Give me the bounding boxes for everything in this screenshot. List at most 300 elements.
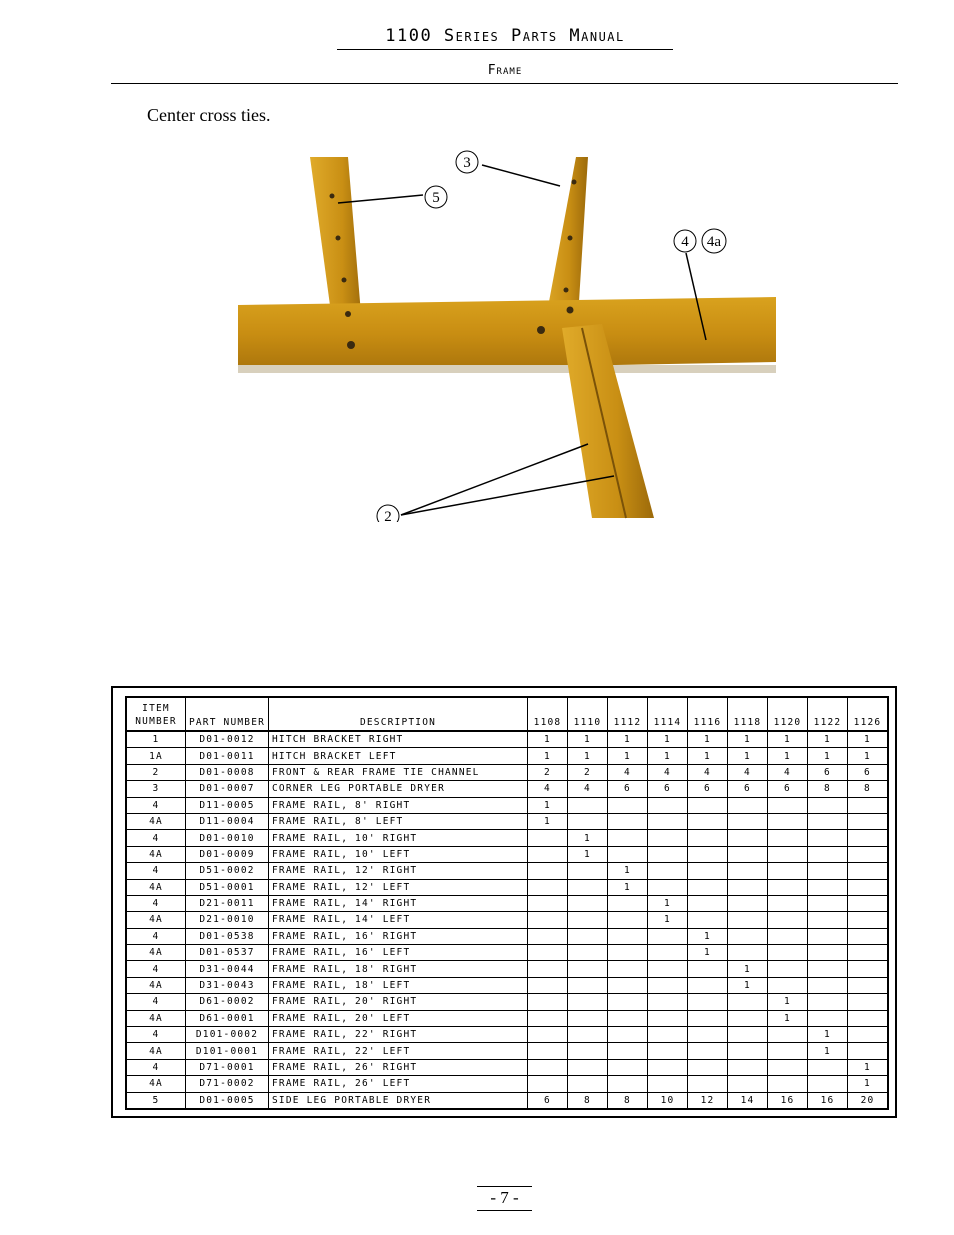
col-model: 1112 <box>608 697 648 731</box>
cell-quantity <box>848 928 889 944</box>
cell-description: FRAME RAIL, 18' LEFT <box>269 977 528 993</box>
cell-item-number: 4 <box>126 994 186 1010</box>
cell-quantity: 4 <box>528 781 568 797</box>
cell-quantity <box>688 797 728 813</box>
cell-item-number: 4A <box>126 977 186 993</box>
svg-text:5: 5 <box>432 190 440 206</box>
cell-quantity <box>688 1059 728 1075</box>
cell-quantity <box>688 961 728 977</box>
cell-quantity <box>608 912 648 928</box>
cell-item-number: 4A <box>126 912 186 928</box>
cell-item-number: 4 <box>126 863 186 879</box>
cell-quantity: 6 <box>768 781 808 797</box>
cell-quantity <box>728 912 768 928</box>
cell-quantity <box>728 1076 768 1092</box>
cell-quantity: 1 <box>568 830 608 846</box>
col-description: DESCRIPTION <box>269 697 528 731</box>
cell-quantity <box>848 1027 889 1043</box>
cell-quantity <box>528 846 568 862</box>
table-row <box>126 797 888 813</box>
cell-quantity <box>848 846 889 862</box>
cell-quantity <box>568 1010 608 1026</box>
cell-quantity <box>688 1076 728 1092</box>
cell-description: FRAME RAIL, 26' RIGHT <box>269 1059 528 1075</box>
cell-quantity <box>608 1059 648 1075</box>
cell-quantity: 1 <box>608 748 648 764</box>
cell-quantity: 1 <box>808 1027 848 1043</box>
cell-part-number: D01-0012 <box>186 731 269 748</box>
cell-quantity: 1 <box>848 731 889 748</box>
table-row <box>126 912 888 928</box>
cell-quantity <box>808 1076 848 1092</box>
cell-quantity: 1 <box>768 731 808 748</box>
cell-quantity <box>648 961 688 977</box>
cell-quantity: 1 <box>568 731 608 748</box>
callout-2 <box>377 505 399 522</box>
cell-item-number: 4A <box>126 879 186 895</box>
cell-quantity <box>768 1059 808 1075</box>
cell-part-number: D71-0001 <box>186 1059 269 1075</box>
cell-quantity <box>848 830 889 846</box>
table-row <box>126 879 888 895</box>
cell-description: FRAME RAIL, 16' RIGHT <box>269 928 528 944</box>
cell-quantity <box>608 1076 648 1092</box>
cell-description: CORNER LEG PORTABLE DRYER <box>269 781 528 797</box>
cell-part-number: D21-0010 <box>186 912 269 928</box>
cell-quantity <box>568 1043 608 1059</box>
cell-quantity <box>808 977 848 993</box>
cell-description: FRONT & REAR FRAME TIE CHANNEL <box>269 764 528 780</box>
manual-title: 1100 Series Parts Manual <box>337 26 673 50</box>
col-model: 1126 <box>848 697 889 731</box>
cell-quantity: 20 <box>848 1092 889 1109</box>
table-row <box>126 928 888 944</box>
cell-quantity <box>608 830 648 846</box>
table-row <box>126 1010 888 1026</box>
cell-quantity: 1 <box>528 797 568 813</box>
cell-quantity <box>528 1027 568 1043</box>
cell-quantity <box>568 961 608 977</box>
cell-quantity: 6 <box>808 764 848 780</box>
cell-quantity: 1 <box>848 1076 889 1092</box>
cell-quantity <box>568 879 608 895</box>
cell-quantity: 2 <box>528 764 568 780</box>
cell-quantity <box>728 994 768 1010</box>
cell-item-number: 4 <box>126 797 186 813</box>
cell-quantity: 10 <box>648 1092 688 1109</box>
cell-quantity <box>568 797 608 813</box>
cell-quantity <box>728 863 768 879</box>
svg-text:2: 2 <box>384 509 392 522</box>
cell-part-number: D01-0538 <box>186 928 269 944</box>
svg-text:4: 4 <box>681 234 689 250</box>
cell-part-number: D71-0002 <box>186 1076 269 1092</box>
cell-item-number: 4A <box>126 1043 186 1059</box>
cell-quantity <box>848 912 889 928</box>
cell-description: FRAME RAIL, 14' LEFT <box>269 912 528 928</box>
cell-quantity <box>688 879 728 895</box>
cell-part-number: D61-0001 <box>186 1010 269 1026</box>
cell-quantity <box>768 895 808 911</box>
cell-quantity <box>648 928 688 944</box>
cell-quantity: 1 <box>688 945 728 961</box>
parts-table-frame <box>111 686 897 1118</box>
cell-quantity <box>528 977 568 993</box>
cell-quantity: 1 <box>648 748 688 764</box>
cell-quantity: 4 <box>568 781 608 797</box>
cell-quantity <box>768 977 808 993</box>
cell-quantity <box>768 912 808 928</box>
cell-quantity <box>728 813 768 829</box>
cell-quantity <box>768 1027 808 1043</box>
cell-quantity: 1 <box>648 912 688 928</box>
cell-description: FRAME RAIL, 18' RIGHT <box>269 961 528 977</box>
cell-part-number: D01-0007 <box>186 781 269 797</box>
cell-description: HITCH BRACKET RIGHT <box>269 731 528 748</box>
callout-5 <box>425 186 447 208</box>
cell-quantity: 1 <box>848 748 889 764</box>
cell-quantity <box>648 1059 688 1075</box>
cell-quantity: 1 <box>608 879 648 895</box>
cell-part-number: D11-0005 <box>186 797 269 813</box>
cell-quantity <box>648 830 688 846</box>
table-row <box>126 863 888 879</box>
cell-item-number: 4A <box>126 813 186 829</box>
cell-quantity <box>528 961 568 977</box>
table-row <box>126 731 888 748</box>
cell-quantity: 4 <box>648 764 688 780</box>
table-row <box>126 748 888 764</box>
cell-description: FRAME RAIL, 22' LEFT <box>269 1043 528 1059</box>
table-row <box>126 830 888 846</box>
cell-quantity: 8 <box>808 781 848 797</box>
cell-quantity: 1 <box>648 731 688 748</box>
cell-quantity: 1 <box>688 748 728 764</box>
cell-quantity <box>608 813 648 829</box>
cell-quantity: 1 <box>808 748 848 764</box>
cell-quantity <box>808 846 848 862</box>
cell-description: FRAME RAIL, 8' LEFT <box>269 813 528 829</box>
cell-quantity <box>728 846 768 862</box>
col-model: 1114 <box>648 697 688 731</box>
cell-description: FRAME RAIL, 20' LEFT <box>269 1010 528 1026</box>
cell-quantity: 4 <box>728 764 768 780</box>
table-row <box>126 1043 888 1059</box>
cell-quantity <box>848 961 889 977</box>
callout-3 <box>456 151 478 173</box>
parts-table <box>125 696 889 1110</box>
cell-quantity <box>608 1027 648 1043</box>
table-row <box>126 1092 888 1109</box>
cell-quantity <box>688 846 728 862</box>
cell-quantity <box>648 977 688 993</box>
cell-quantity: 1 <box>568 748 608 764</box>
cell-quantity: 4 <box>688 764 728 780</box>
cell-quantity <box>528 830 568 846</box>
cell-quantity: 1 <box>528 813 568 829</box>
cell-quantity <box>728 797 768 813</box>
cell-quantity: 1 <box>528 748 568 764</box>
callout-4a <box>702 229 726 253</box>
table-row <box>126 1059 888 1075</box>
cell-quantity <box>768 797 808 813</box>
cell-quantity: 1 <box>528 731 568 748</box>
cell-item-number: 4 <box>126 830 186 846</box>
table-row <box>126 781 888 797</box>
cell-quantity: 1 <box>688 928 728 944</box>
cell-quantity: 6 <box>728 781 768 797</box>
cell-description: FRAME RAIL, 10' RIGHT <box>269 830 528 846</box>
cell-quantity: 8 <box>568 1092 608 1109</box>
cell-quantity <box>528 1010 568 1026</box>
cell-item-number: 4A <box>126 945 186 961</box>
cell-quantity: 1 <box>728 977 768 993</box>
cell-quantity: 1 <box>808 731 848 748</box>
cell-quantity <box>568 994 608 1010</box>
cell-quantity <box>848 1043 889 1059</box>
cell-quantity <box>648 813 688 829</box>
cell-part-number: D101-0001 <box>186 1043 269 1059</box>
page-number: - 7 - <box>477 1186 532 1211</box>
col-model: 1116 <box>688 697 728 731</box>
cell-quantity <box>648 879 688 895</box>
cell-quantity <box>568 895 608 911</box>
cell-quantity: 1 <box>728 748 768 764</box>
cell-quantity <box>808 797 848 813</box>
cell-quantity <box>608 961 648 977</box>
cell-quantity <box>808 879 848 895</box>
cell-quantity <box>728 879 768 895</box>
cell-quantity <box>808 961 848 977</box>
cell-quantity <box>808 813 848 829</box>
cell-quantity: 1 <box>768 748 808 764</box>
cell-description: HITCH BRACKET LEFT <box>269 748 528 764</box>
cell-quantity <box>648 1010 688 1026</box>
cell-quantity <box>768 928 808 944</box>
cell-quantity <box>688 1027 728 1043</box>
cell-part-number: D51-0002 <box>186 863 269 879</box>
cell-quantity <box>568 863 608 879</box>
cell-quantity: 16 <box>808 1092 848 1109</box>
cell-quantity <box>528 1059 568 1075</box>
cell-quantity <box>528 912 568 928</box>
cell-quantity <box>608 945 648 961</box>
cell-description: FRAME RAIL, 16' LEFT <box>269 945 528 961</box>
cell-description: FRAME RAIL, 12' LEFT <box>269 879 528 895</box>
cell-quantity <box>768 879 808 895</box>
cell-quantity <box>688 977 728 993</box>
cell-quantity <box>688 830 728 846</box>
col-item-number: ITEM NUMBER <box>126 697 186 731</box>
cell-quantity <box>688 863 728 879</box>
cell-quantity <box>768 1043 808 1059</box>
cell-quantity: 6 <box>608 781 648 797</box>
cell-quantity: 12 <box>688 1092 728 1109</box>
cell-quantity <box>728 1010 768 1026</box>
cell-quantity <box>768 846 808 862</box>
cell-quantity: 14 <box>728 1092 768 1109</box>
cell-quantity <box>688 994 728 1010</box>
cell-quantity <box>568 912 608 928</box>
cell-item-number: 4 <box>126 895 186 911</box>
col-model: 1110 <box>568 697 608 731</box>
header-divider <box>111 83 898 84</box>
figure-caption: Center cross ties. <box>147 105 271 125</box>
cell-quantity <box>728 1059 768 1075</box>
cell-quantity <box>768 961 808 977</box>
cell-item-number: 4 <box>126 928 186 944</box>
cell-quantity: 1 <box>728 731 768 748</box>
cell-description: FRAME RAIL, 20' RIGHT <box>269 994 528 1010</box>
svg-text:4a: 4a <box>706 234 722 250</box>
cell-item-number: 4A <box>126 1010 186 1026</box>
cell-quantity <box>648 1043 688 1059</box>
cell-part-number: D01-0008 <box>186 764 269 780</box>
cell-quantity <box>688 895 728 911</box>
cell-quantity: 1 <box>768 994 808 1010</box>
cell-item-number: 5 <box>126 1092 186 1109</box>
cell-quantity <box>568 813 608 829</box>
col-model: 1118 <box>728 697 768 731</box>
cell-quantity: 1 <box>568 846 608 862</box>
cell-quantity <box>608 1010 648 1026</box>
cell-quantity <box>728 1043 768 1059</box>
cell-quantity <box>528 863 568 879</box>
cell-quantity <box>768 1076 808 1092</box>
cell-quantity <box>808 994 848 1010</box>
cell-quantity <box>568 1059 608 1075</box>
cell-quantity: 1 <box>808 1043 848 1059</box>
cell-part-number: D21-0011 <box>186 895 269 911</box>
cell-part-number: D101-0002 <box>186 1027 269 1043</box>
cell-quantity: 1 <box>848 1059 889 1075</box>
cell-quantity: 2 <box>568 764 608 780</box>
cell-quantity: 6 <box>648 781 688 797</box>
cell-quantity <box>768 830 808 846</box>
cell-quantity <box>768 945 808 961</box>
cell-quantity <box>648 1076 688 1092</box>
cell-quantity: 1 <box>608 731 648 748</box>
cell-quantity: 6 <box>848 764 889 780</box>
cell-part-number: D01-0009 <box>186 846 269 862</box>
cell-quantity <box>568 1076 608 1092</box>
cell-quantity <box>728 830 768 846</box>
cell-quantity <box>528 945 568 961</box>
cell-description: FRAME RAIL, 22' RIGHT <box>269 1027 528 1043</box>
cell-quantity <box>728 1027 768 1043</box>
cell-quantity <box>688 912 728 928</box>
table-row <box>126 994 888 1010</box>
cell-item-number: 1A <box>126 748 186 764</box>
table-row <box>126 1076 888 1092</box>
table-header-row <box>126 697 888 731</box>
table-row <box>126 1027 888 1043</box>
cell-quantity: 8 <box>848 781 889 797</box>
cell-description: FRAME RAIL, 14' RIGHT <box>269 895 528 911</box>
col-model: 1122 <box>808 697 848 731</box>
table-row <box>126 813 888 829</box>
cell-quantity <box>728 945 768 961</box>
cell-part-number: D31-0044 <box>186 961 269 977</box>
table-row <box>126 961 888 977</box>
cell-quantity <box>568 945 608 961</box>
callout-4 <box>674 230 696 252</box>
cell-quantity <box>848 797 889 813</box>
cell-quantity <box>688 1010 728 1026</box>
cell-part-number: D11-0004 <box>186 813 269 829</box>
cell-item-number: 4 <box>126 961 186 977</box>
cell-quantity: 6 <box>528 1092 568 1109</box>
cell-quantity <box>608 797 648 813</box>
cell-quantity: 1 <box>688 731 728 748</box>
cell-quantity <box>648 846 688 862</box>
cell-quantity <box>648 863 688 879</box>
cell-quantity <box>808 945 848 961</box>
cell-item-number: 4 <box>126 1059 186 1075</box>
table-row <box>126 895 888 911</box>
cell-quantity <box>848 1010 889 1026</box>
cell-quantity <box>568 928 608 944</box>
cell-part-number: D01-0010 <box>186 830 269 846</box>
cell-quantity: 4 <box>768 764 808 780</box>
cell-part-number: D31-0043 <box>186 977 269 993</box>
cell-item-number: 4 <box>126 1027 186 1043</box>
cell-quantity: 1 <box>608 863 648 879</box>
cell-quantity <box>648 1027 688 1043</box>
cell-quantity <box>648 797 688 813</box>
cell-quantity <box>648 945 688 961</box>
cell-quantity <box>848 977 889 993</box>
cell-description: FRAME RAIL, 26' LEFT <box>269 1076 528 1092</box>
cell-quantity <box>608 928 648 944</box>
cell-quantity <box>808 830 848 846</box>
cell-part-number: D01-0005 <box>186 1092 269 1109</box>
table-row <box>126 977 888 993</box>
cell-quantity <box>848 813 889 829</box>
col-model: 1120 <box>768 697 808 731</box>
cell-part-number: D01-0011 <box>186 748 269 764</box>
cell-description: FRAME RAIL, 12' RIGHT <box>269 863 528 879</box>
table-row <box>126 846 888 862</box>
cell-quantity <box>688 813 728 829</box>
cell-quantity <box>848 879 889 895</box>
cell-quantity <box>608 977 648 993</box>
cell-quantity <box>528 1076 568 1092</box>
cell-quantity <box>808 1010 848 1026</box>
cell-quantity <box>648 994 688 1010</box>
table-row <box>126 764 888 780</box>
cell-quantity: 1 <box>768 1010 808 1026</box>
cell-quantity <box>608 895 648 911</box>
frame-photo <box>236 150 776 522</box>
cell-item-number: 2 <box>126 764 186 780</box>
cell-quantity <box>608 994 648 1010</box>
cell-quantity: 1 <box>728 961 768 977</box>
cell-quantity <box>728 928 768 944</box>
cell-quantity: 4 <box>608 764 648 780</box>
cell-item-number: 3 <box>126 781 186 797</box>
cell-quantity <box>808 928 848 944</box>
section-title: Frame <box>487 63 523 78</box>
cell-part-number: D51-0001 <box>186 879 269 895</box>
cell-quantity <box>808 912 848 928</box>
cell-quantity <box>848 994 889 1010</box>
svg-text:3: 3 <box>463 155 471 171</box>
cell-quantity <box>728 895 768 911</box>
cell-quantity <box>688 1043 728 1059</box>
cell-part-number: D61-0002 <box>186 994 269 1010</box>
col-part-number: PART NUMBER <box>186 697 269 731</box>
